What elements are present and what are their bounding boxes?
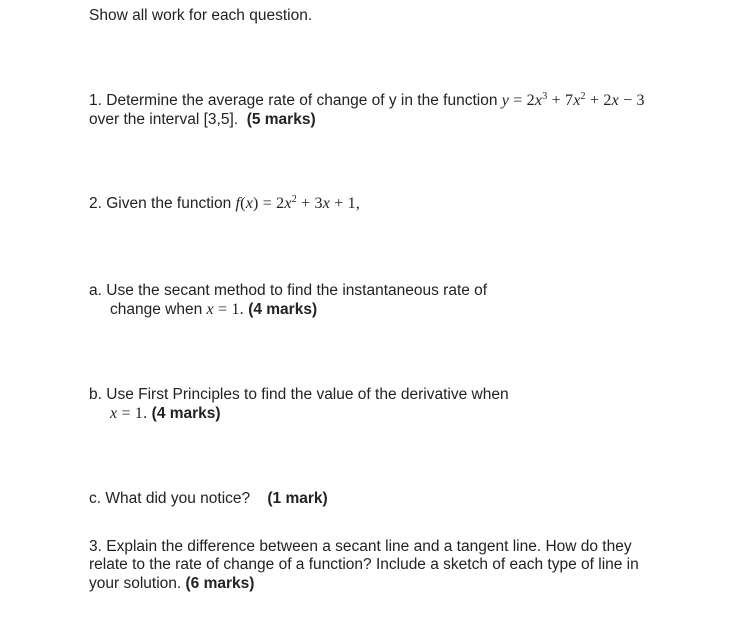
question-3-line-3: [89, 574, 254, 593]
part-c-label: c.: [89, 490, 102, 507]
part-a-text-1: Use the secant method to find the instantaneous rate of: [106, 282, 488, 299]
question-3-text-1: Explain the difference between a secant line and a tangent line. How do they: [106, 538, 632, 555]
part-b-text-1: Use First Principles to find the value of the derivative when: [106, 386, 509, 403]
question-1-line-1: [89, 91, 645, 110]
question-2-equation: $f(x) = 2x^2 + 3x + 1$,: [235, 194, 361, 212]
question-3-marks: (6 marks): [185, 575, 255, 592]
question-3-number: 3.: [89, 538, 102, 555]
part-a-equation: x = 1.: [206, 301, 244, 318]
part-b-label: b.: [89, 386, 102, 403]
question-3-line-2: [89, 555, 639, 574]
question-1-line-2: [89, 110, 316, 129]
question-1-equation: $y = 2x^3 + 7x^2 + 2x - 3$: [501, 91, 645, 109]
part-a-marks: (4 marks): [248, 301, 318, 318]
part-c-text: What did you notice?: [105, 490, 251, 507]
part-a-label: a.: [89, 282, 102, 299]
question-1-number: 1.: [89, 92, 102, 109]
part-c-line: [89, 489, 328, 508]
question-1-interval: over the interval [3,5].: [89, 111, 239, 128]
part-b-equation: x = 1.: [110, 405, 148, 422]
part-c-marks: (1 mark): [267, 490, 328, 507]
question-1-marks: (5 marks): [246, 111, 316, 128]
question-2-number: 2.: [89, 195, 102, 212]
intro-text: [89, 6, 312, 25]
intro-label: Show all work for each question.: [89, 7, 313, 24]
part-a-text-2: change when: [110, 301, 203, 318]
part-a-line-1: [89, 281, 487, 300]
question-3-text-2: relate to the rate of change of a function? Include a sketch of each type of line in: [89, 556, 639, 573]
part-b-line-2: [110, 404, 221, 423]
question-2-line: [89, 194, 360, 213]
question-3-line-1: [89, 537, 632, 556]
question-2-text: Given the function: [106, 195, 232, 212]
question-3-text-3: your solution.: [89, 575, 182, 592]
question-1-text: Determine the average rate of change of y in the function: [106, 92, 498, 109]
part-b-line-1: [89, 385, 509, 404]
part-a-line-2: [110, 300, 317, 319]
part-b-marks: (4 marks): [151, 405, 221, 422]
